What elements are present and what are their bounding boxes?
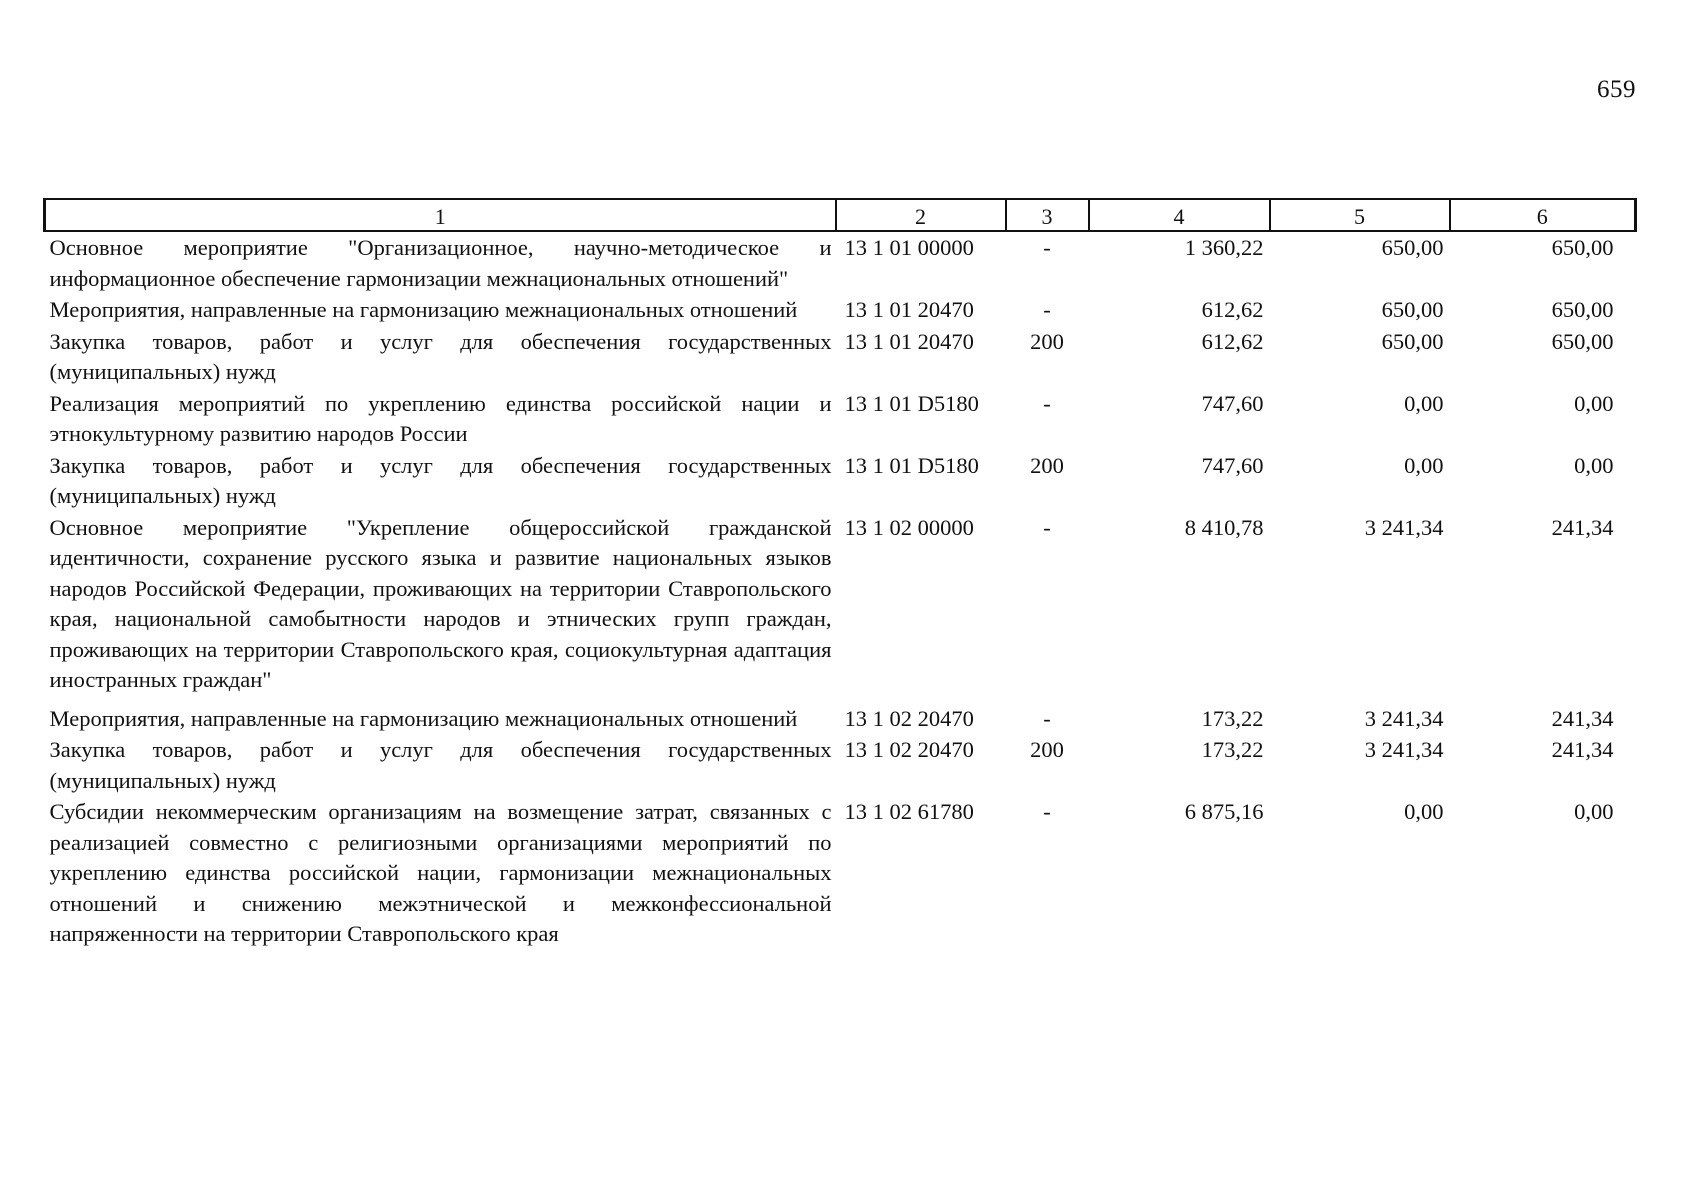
row-name: Мероприятия, направленные на гармонизацию межнациональных отношений bbox=[49, 297, 798, 322]
row-value-4: 1 360,22 bbox=[1184, 235, 1264, 260]
row-code: 13 1 02 61780 bbox=[844, 799, 974, 824]
row-kind: - bbox=[1043, 390, 1051, 416]
row-value-4: 612,62 bbox=[1201, 297, 1264, 322]
row-code: 13 1 01 20470 bbox=[844, 297, 974, 322]
row-code: 13 1 01 D5180 bbox=[844, 452, 979, 478]
row-value-4: 173,22 bbox=[1201, 737, 1264, 762]
table-row bbox=[45, 512, 1636, 696]
row-value-6: 0,00 bbox=[1574, 452, 1614, 478]
row-value-6: 650,00 bbox=[1551, 235, 1614, 260]
row-name: Основное мероприятие "Организационное, научно-методическое и информационное обеспечение гармонизации межнациональных отношений" bbox=[49, 235, 832, 291]
row-name: Субсидии некоммерческим организациям на возмещение затрат, связанных с реализацией совместно с религиозными организациями мероприятий по укреплению единства российской нации, гармонизации межнациональных отношений и снижению межэтнической и межконфессиональной напряженности на территории Ставропольского края bbox=[49, 799, 832, 946]
row-value-4: 612,62 bbox=[1201, 328, 1264, 354]
budget-table bbox=[43, 198, 1637, 950]
header-row bbox=[45, 199, 1636, 231]
row-name: Мероприятия, направленные на гармонизацию межнациональных отношений bbox=[49, 705, 798, 731]
row-value-6: 241,34 bbox=[1551, 737, 1614, 762]
row-value-5: 3 241,34 bbox=[1364, 514, 1444, 540]
row-kind: - bbox=[1043, 514, 1051, 540]
row-value-4: 6 875,16 bbox=[1184, 799, 1264, 824]
row-value-5: 0,00 bbox=[1404, 390, 1444, 416]
column-header-5: 5 bbox=[1270, 199, 1450, 231]
row-value-6: 241,34 bbox=[1551, 514, 1614, 540]
table-row bbox=[45, 294, 1636, 326]
row-name: Реализация мероприятий по укреплению единства российской нации и этнокультурному развитию народов России bbox=[49, 390, 832, 446]
row-value-6: 0,00 bbox=[1574, 390, 1614, 416]
row-kind: 200 bbox=[1030, 452, 1064, 478]
row-value-4: 747,60 bbox=[1201, 390, 1264, 416]
row-name: Закупка товаров, работ и услуг для обеспечения государственных (муниципальных) нужд bbox=[49, 452, 832, 508]
page-number: 659 bbox=[1597, 76, 1636, 103]
row-value-4: 8 410,78 bbox=[1184, 514, 1264, 540]
row-kind: - bbox=[1043, 799, 1051, 824]
row-value-4: 747,60 bbox=[1201, 452, 1264, 478]
row-code: 13 1 02 20470 bbox=[844, 705, 974, 731]
row-value-4: 173,22 bbox=[1201, 705, 1264, 731]
row-value-6: 241,34 bbox=[1551, 705, 1614, 731]
column-header-1: 1 bbox=[45, 199, 836, 231]
row-value-5: 650,00 bbox=[1381, 328, 1444, 354]
row-value-5: 650,00 bbox=[1381, 297, 1444, 322]
row-kind: 200 bbox=[1030, 328, 1064, 354]
table-row bbox=[45, 450, 1636, 512]
row-code: 13 1 01 20470 bbox=[844, 328, 974, 354]
table-row bbox=[45, 796, 1636, 950]
row-name: Закупка товаров, работ и услуг для обеспечения государственных (муниципальных) нужд bbox=[49, 737, 832, 793]
row-value-5: 3 241,34 bbox=[1364, 737, 1444, 762]
column-header-3: 3 bbox=[1006, 199, 1089, 231]
row-value-6: 650,00 bbox=[1551, 328, 1614, 354]
row-name: Основное мероприятие "Укрепление общероссийской гражданской идентичности, сохранение русского языка и развитие национальных языков народов Российской Федерации, проживающих на территории Ставропольского края, национальной самобытности народов и этнических групп граждан, проживающих на территории Ставропольского края, социокультурная адаптация иностранных граждан" bbox=[49, 514, 832, 692]
table-row bbox=[45, 734, 1636, 796]
row-value-6: 650,00 bbox=[1551, 297, 1614, 322]
row-name: Закупка товаров, работ и услуг для обеспечения государственных (муниципальных) нужд bbox=[49, 328, 832, 384]
table-row bbox=[45, 231, 1636, 294]
table-row bbox=[45, 326, 1636, 388]
row-kind: - bbox=[1043, 235, 1051, 260]
column-header-6: 6 bbox=[1450, 199, 1636, 231]
row-value-6: 0,00 bbox=[1574, 799, 1614, 824]
row-code: 13 1 01 D5180 bbox=[844, 390, 979, 416]
row-kind: - bbox=[1043, 297, 1051, 322]
column-header-2: 2 bbox=[836, 199, 1006, 231]
row-value-5: 0,00 bbox=[1404, 452, 1444, 478]
row-kind: 200 bbox=[1030, 737, 1064, 762]
row-value-5: 650,00 bbox=[1381, 235, 1444, 260]
table-row bbox=[45, 388, 1636, 450]
column-header-4: 4 bbox=[1089, 199, 1270, 231]
row-code: 13 1 02 00000 bbox=[844, 514, 974, 540]
row-value-5: 3 241,34 bbox=[1364, 705, 1444, 731]
row-kind: - bbox=[1043, 705, 1051, 731]
table-row bbox=[45, 696, 1636, 735]
row-value-5: 0,00 bbox=[1404, 799, 1444, 824]
row-code: 13 1 01 00000 bbox=[844, 235, 974, 260]
row-code: 13 1 02 20470 bbox=[844, 737, 974, 762]
